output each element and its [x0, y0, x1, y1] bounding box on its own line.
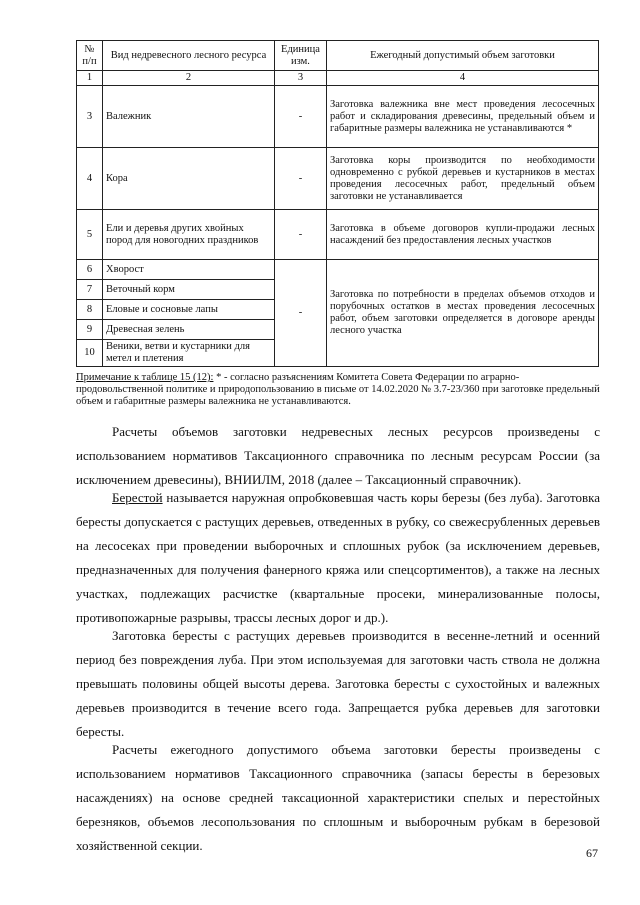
header-unit: Единица изм.	[275, 41, 327, 71]
table-note	[76, 372, 604, 408]
index-cell: 2	[103, 71, 275, 86]
group-unit: -	[275, 260, 327, 367]
table-row	[77, 148, 599, 210]
row-name: Кора	[103, 148, 275, 210]
paragraph-text: Расчеты ежегодного допустимого объема заготовки бересты произведены с использованием нормативов Таксационного справочника (запасы бересты в березовых насаждениях) на основе средней таксационной характеристики спелых и перестойных березняков, объемов лесопользования по сплошным и выборочным рубкам в березовой хозяйственной секции.	[76, 742, 600, 853]
table-header-row	[77, 41, 599, 71]
row-num: 6	[77, 260, 103, 280]
paragraph-text: Расчеты объемов заготовки недревесных лесных ресурсов произведены с использованием нормативов Таксационного справочника по лесным ресурсам России (за исключением древесины), ВНИИЛМ, 2018 (далее – Таксационный справочник).	[76, 424, 600, 487]
row-unit: -	[275, 148, 327, 210]
index-cell: 4	[327, 71, 599, 86]
index-cell: 1	[77, 71, 103, 86]
table-row	[77, 260, 599, 280]
paragraph-harvest-rules	[76, 624, 600, 744]
row-name: Веники, ветви и кустарники для метел и плетения	[103, 340, 275, 367]
paragraph-birch-bark-definition	[76, 486, 600, 630]
row-num: 8	[77, 300, 103, 320]
header-type: Вид недревесного лесного ресурса	[103, 41, 275, 71]
group-desc: Заготовка по потребности в пределах объемов отходов и порубочных остатков в местах проведения лесосечных работ, объем заготовки определяется в договоре аренды лесного участка	[327, 260, 599, 367]
row-desc: Заготовка коры производится по необходимости одновременно с рубкой деревьев и кустарников в местах проведения лесосечных работ, предельный объем заготовки не устанавливается	[327, 148, 599, 210]
row-desc: Заготовка в объеме договоров купли-продажи лесных насаждений без предоставления лесных участков	[327, 210, 599, 260]
table-row	[77, 86, 599, 148]
row-num: 9	[77, 320, 103, 340]
row-unit: -	[275, 86, 327, 148]
row-unit: -	[275, 210, 327, 260]
paragraph-annual-volume	[76, 738, 600, 858]
row-name: Веточный корм	[103, 280, 275, 300]
paragraph-calculation-method	[76, 420, 600, 492]
header-volume: Ежегодный допустимый объем заготовки	[327, 41, 599, 71]
row-desc: Заготовка валежника вне мест проведения лесосечных работ и складирования древесины, предельный объем и габаритные размеры валежника не устанавливаются *	[327, 86, 599, 148]
table-index-row	[77, 71, 599, 86]
page-number: 67	[586, 846, 598, 860]
row-name: Древесная зелень	[103, 320, 275, 340]
row-num: 10	[77, 340, 103, 367]
row-name: Ели и деревья других хвойных пород для новогодних праздников	[103, 210, 275, 260]
index-cell: 3	[275, 71, 327, 86]
row-name: Хворост	[103, 260, 275, 280]
resources-table	[76, 40, 599, 367]
row-name: Еловые и сосновые лапы	[103, 300, 275, 320]
note-label: Примечание к таблице 15 (12):	[76, 372, 214, 383]
row-num: 5	[77, 210, 103, 260]
row-name: Валежник	[103, 86, 275, 148]
term-berestoy: Берестой	[112, 490, 163, 505]
row-num: 4	[77, 148, 103, 210]
note-text: * - согласно разъяснениям Комитета Совета Федерации по аграрно-продовольственной политике и природопользованию в письме от 14.02.2020 № 3.7-23/360 при заготовке предельный объем и габаритные размеры валежника не устанавливаются.	[76, 372, 600, 407]
paragraph-text: Заготовка бересты с растущих деревьев производится в весенне-летний и осенний период без повреждения луба. При этом используемая для заготовки часть ствола не должна превышать половины общей высоты дерева. Заготовка бересты с сухостойных и валежных деревьев производится в течение всего года. Запрещается рубка деревьев для заготовки бересты.	[76, 628, 600, 739]
row-num: 7	[77, 280, 103, 300]
header-num: № п/п	[77, 41, 103, 71]
table-row	[77, 210, 599, 260]
row-num: 3	[77, 86, 103, 148]
paragraph-text: называется наружная опробковевшая часть коры березы (без луба). Заготовка бересты допускается с растущих деревьев, отведенных в рубку, со свежесрубленных деревьев на лесосеках при проведении выборочных и сплошных рубок (за исключением деревьев, предназначенных для получения фанерного кряжа или спецсортиментов), а также на лесных участках, подлежащих расчистке (квартальные просеки, минерализованные полосы, противопожарные разрывы, трассы лесных дорог и др.).	[76, 490, 600, 625]
